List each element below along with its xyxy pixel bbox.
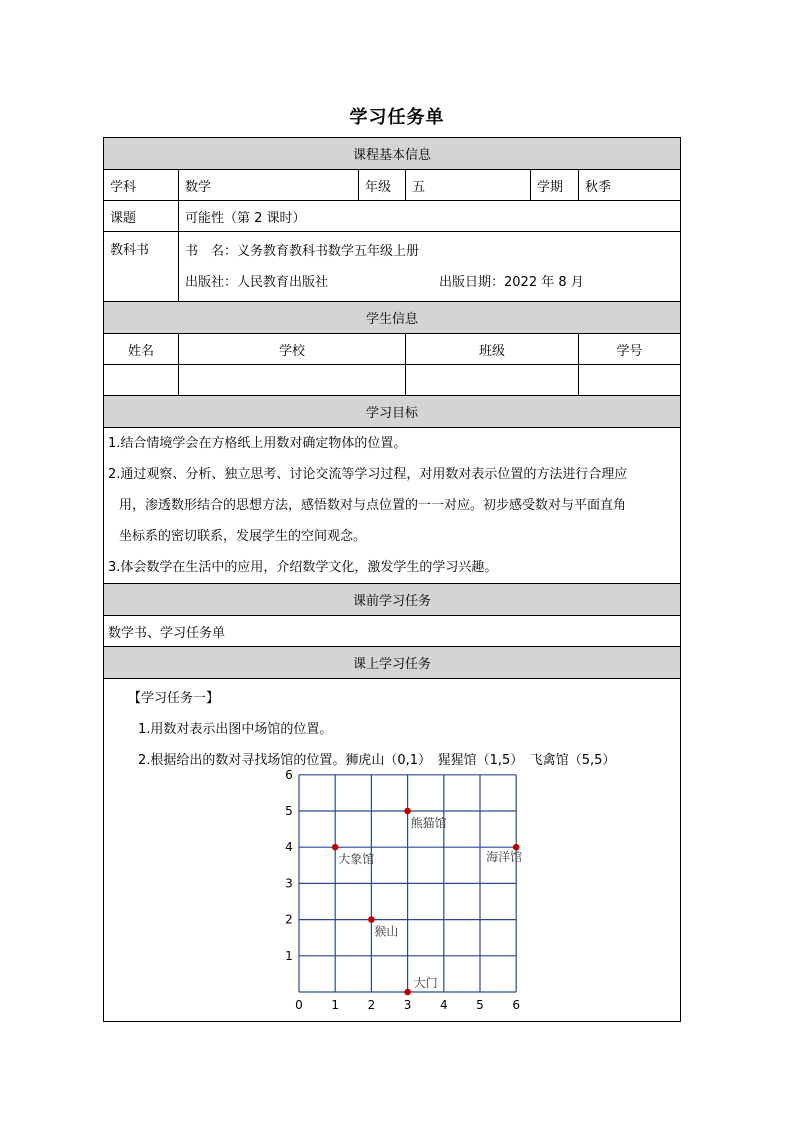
x-tick-label: 1	[331, 998, 340, 1012]
data-point	[404, 808, 411, 815]
data-point	[332, 844, 339, 851]
page-title: 学习任务单	[349, 107, 445, 128]
section-student-info: 学生信息	[104, 302, 681, 334]
class-task-content	[104, 679, 681, 1022]
student-school-input[interactable]	[179, 365, 406, 396]
objectives-content	[104, 428, 681, 584]
point-label: 熊猫馆	[410, 816, 447, 830]
objective-3: 3.体会数学在生活中的应用，介绍数学文化，激发学生的学习兴趣。	[108, 560, 498, 575]
y-tick-label: 4	[285, 840, 293, 855]
task-item-1: 1.用数对表示出图中场馆的位置。	[138, 722, 333, 737]
point-label: 海洋馆	[486, 850, 523, 865]
x-tick-label: 6	[512, 998, 521, 1012]
student-name-header: 姓名	[104, 334, 179, 365]
student-name-input[interactable]	[104, 365, 179, 396]
x-tick-label: 5	[476, 998, 484, 1012]
y-tick-label: 1	[285, 948, 293, 963]
topic-label: 课题	[104, 201, 179, 232]
coordinate-grid-chart	[104, 767, 679, 1021]
x-tick-label: 2	[367, 998, 376, 1012]
data-point	[404, 989, 411, 996]
y-tick-label: 3	[285, 876, 293, 891]
student-id-header: 学号	[579, 334, 681, 365]
student-class-input[interactable]	[406, 365, 579, 396]
data-point	[368, 916, 375, 923]
objective-2-line-1: 2.通过观察、分析、独立思考、讨论交流等学习过程，对用数对表示位置的方法进行合理应	[108, 467, 628, 482]
point-label: 大门	[413, 976, 438, 990]
objective-2-line-3: 坐标系的密切联系，发展学生的空间观念。	[119, 529, 367, 544]
task-sheet-table	[103, 137, 681, 1022]
x-tick-label: 3	[403, 998, 412, 1012]
term-value: 秋季	[579, 170, 681, 201]
task-heading: 【学习任务一】	[128, 691, 220, 706]
book-name: 书 名：义务教育教科书数学五年级上册	[185, 243, 420, 259]
textbook-info	[179, 232, 681, 302]
section-objectives: 学习目标	[104, 396, 681, 428]
y-tick-label: 6	[285, 767, 293, 782]
task-item-2: 2.根据给出的数对寻找场馆的位置。狮虎山（0,1） 猩猩馆（1,5） 飞禽馆（5,5）	[138, 753, 616, 768]
publisher: 出版社：人民教育出版社	[185, 274, 329, 290]
pre-task-content: 数学书、学习任务单	[104, 616, 681, 647]
section-pre-task: 课前学习任务	[104, 584, 681, 616]
point-label: 猴山	[374, 924, 399, 939]
grade-label: 年级	[359, 170, 406, 201]
term-label: 学期	[531, 170, 579, 201]
grade-value: 五	[406, 170, 531, 201]
subject-value: 数学	[179, 170, 359, 201]
student-id-input[interactable]	[579, 365, 681, 396]
section-class-task: 课上学习任务	[104, 647, 681, 679]
textbook-label: 教科书	[104, 232, 179, 302]
point-label: 大象馆	[338, 852, 375, 867]
coordinate-grid-area	[104, 767, 680, 1021]
objective-2-line-2: 用，渗透数形结合的思想方法，感悟数对与点位置的一一对应。初步感受数对与平面直角	[119, 498, 627, 513]
x-tick-label: 4	[439, 998, 448, 1012]
publish-date: 出版日期：2022 年 8 月	[439, 274, 584, 290]
student-class-header: 班级	[406, 334, 579, 365]
y-tick-label: 2	[285, 912, 293, 927]
x-tick-label: 0	[295, 998, 303, 1012]
objective-1: 1.结合情境学会在方格纸上用数对确定物体的位置。	[108, 436, 407, 451]
student-school-header: 学校	[179, 334, 406, 365]
publisher-row	[185, 267, 674, 298]
topic-value: 可能性（第 2 课时）	[179, 201, 681, 232]
subject-label: 学科	[104, 170, 179, 201]
section-course-info: 课程基本信息	[104, 138, 681, 170]
y-tick-label: 5	[285, 804, 293, 818]
